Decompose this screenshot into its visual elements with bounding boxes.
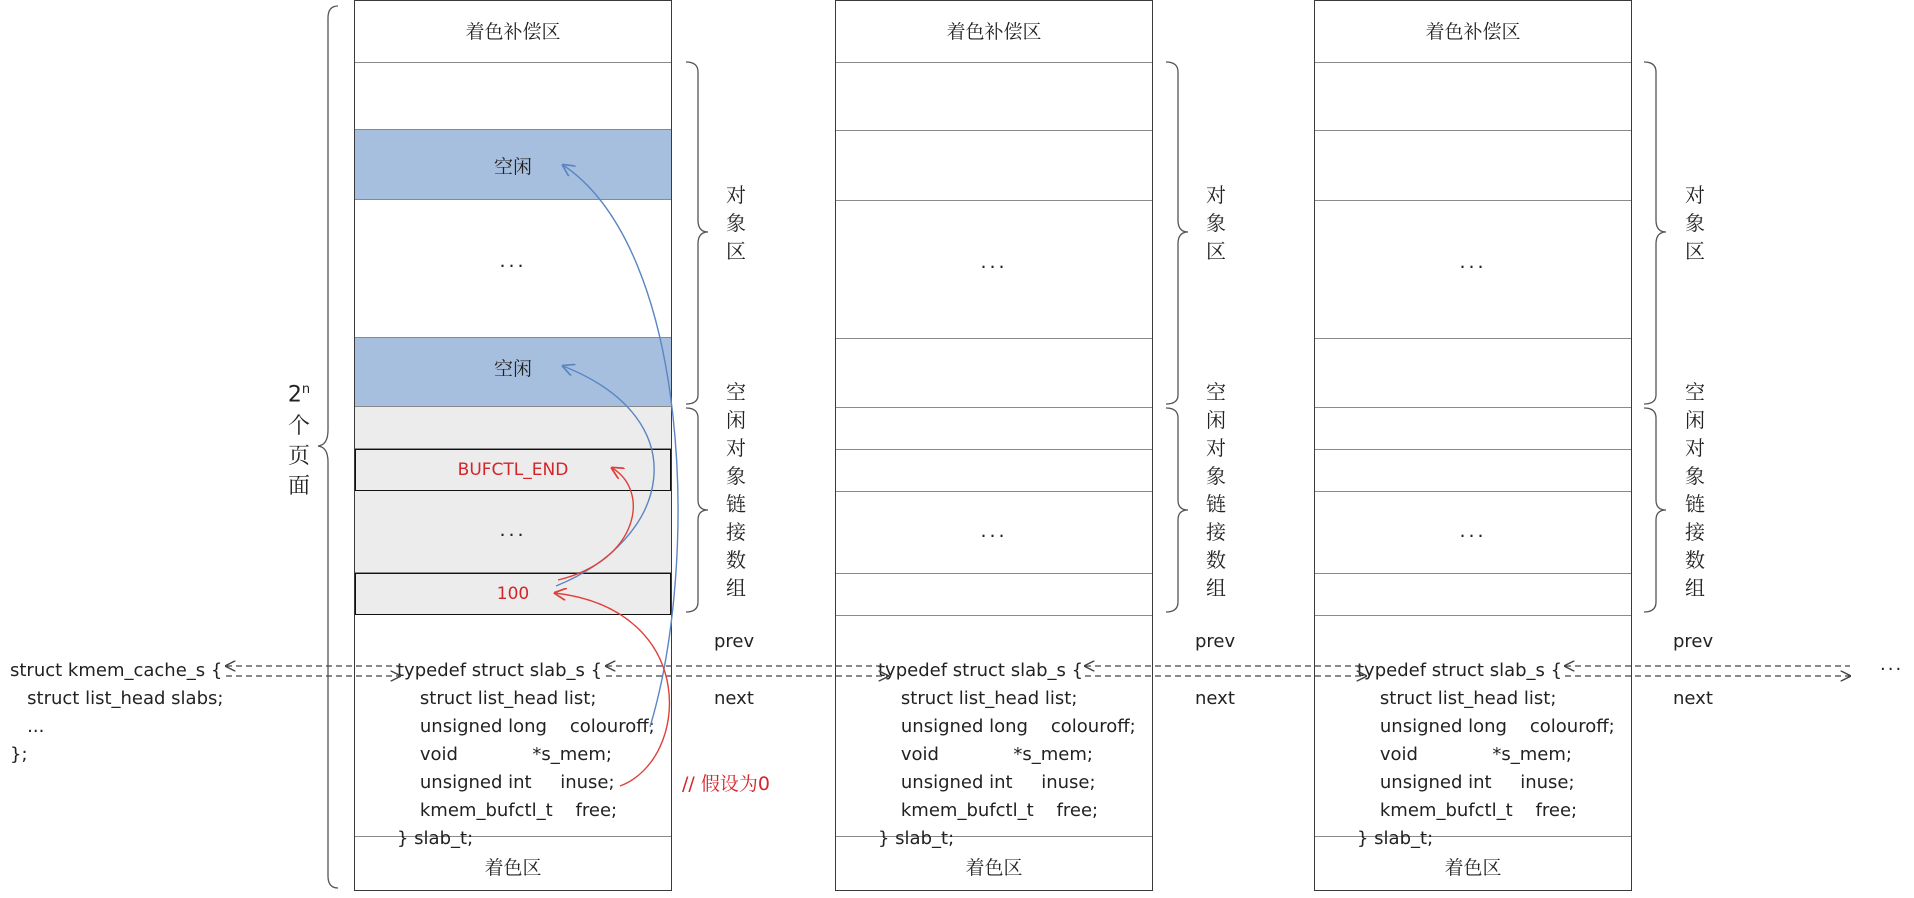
coloring-area-label: 着色区 [1444,857,1502,879]
code-line: void *s_mem; [1357,744,1572,765]
free-list-array-label: 空 闲 对 象 链 接 数 组 [726,380,746,600]
free-label: 空闲 [493,358,532,380]
ellipsis: ... [499,519,527,541]
coloring-pad-label: 着色补偿区 [946,21,1042,43]
next-label: next [1195,688,1235,709]
code-line: unsigned int inuse; [878,772,1096,793]
pages-exponent: n [301,382,311,397]
pages-label-rest: 个 页 面 [287,414,310,499]
free-list-array-label: 空 闲 对 象 链 接 数 组 [1685,380,1705,600]
code-line: kmem_bufctl_t free; [397,800,618,821]
coloring-area-label: 着色区 [484,857,542,879]
prev-label: prev [1195,631,1236,652]
code-line: } slab_t; [878,828,955,849]
ellipsis: ... [1459,520,1487,542]
ellipsis: ... [980,520,1008,542]
object-area-label: 对 象 区 [726,183,746,263]
free-to-100-arrow [555,593,669,786]
code-line: unsigned int inuse; [1357,772,1575,793]
100-to-end-arrow [558,468,633,580]
code-line: struct kmem_cache_s { [10,660,223,681]
object-area-label: 对 象 区 [1685,183,1705,263]
code-line: unsigned long colouroff; [878,716,1136,737]
code-line: struct list_head list; [397,688,597,709]
s-mem-arrow [563,165,678,727]
free-list-array-label: 空 闲 对 象 链 接 数 组 [1206,380,1226,600]
blue-pointer-arrows [556,165,678,727]
ellipsis: ... [980,251,1008,273]
code-line: kmem_bufctl_t free; [878,800,1099,821]
code-line: unsigned long colouroff; [397,716,655,737]
prev-label: prev [714,631,755,652]
bufctl-end-label: BUFCTL_END [457,460,569,480]
free-label: 空闲 [493,156,532,178]
code-line: typedef struct slab_s { [878,660,1084,681]
code-line: unsigned int inuse; [397,772,615,793]
code-line: struct list_head list; [1357,688,1557,709]
array-value-label: 100 [496,584,530,604]
code-line: unsigned long colouroff; [1357,716,1615,737]
code-line: void *s_mem; [397,744,612,765]
prev-label: prev [1673,631,1714,652]
assume-zero-comment: // 假设为0 [682,773,770,795]
code-line: ... [10,716,45,737]
code-line: typedef struct slab_s { [397,660,603,681]
continuation-ellipsis: ... [1880,654,1904,675]
ellipsis: ... [1459,251,1487,273]
index-100-arrow [556,366,654,586]
code-line: kmem_bufctl_t free; [1357,800,1578,821]
red-index-arrows [555,468,669,786]
ellipsis: ... [499,250,527,272]
next-label: next [714,688,754,709]
code-line: struct list_head list; [878,688,1078,709]
code-line: struct list_head slabs; [10,688,224,709]
coloring-area-label: 着色区 [965,857,1023,879]
next-label: next [1673,688,1713,709]
code-line: } slab_t; [397,828,474,849]
code-line: } slab_t; [1357,828,1434,849]
coloring-pad-label: 着色补偿区 [1425,21,1521,43]
coloring-pad-label: 着色补偿区 [465,21,561,43]
code-line: void *s_mem; [878,744,1093,765]
list-links [226,666,1850,676]
code-line: }; [10,744,28,765]
pages-base: 2 [287,382,302,408]
code-line: typedef struct slab_s { [1357,660,1563,681]
object-area-label: 对 象 区 [1206,183,1226,263]
